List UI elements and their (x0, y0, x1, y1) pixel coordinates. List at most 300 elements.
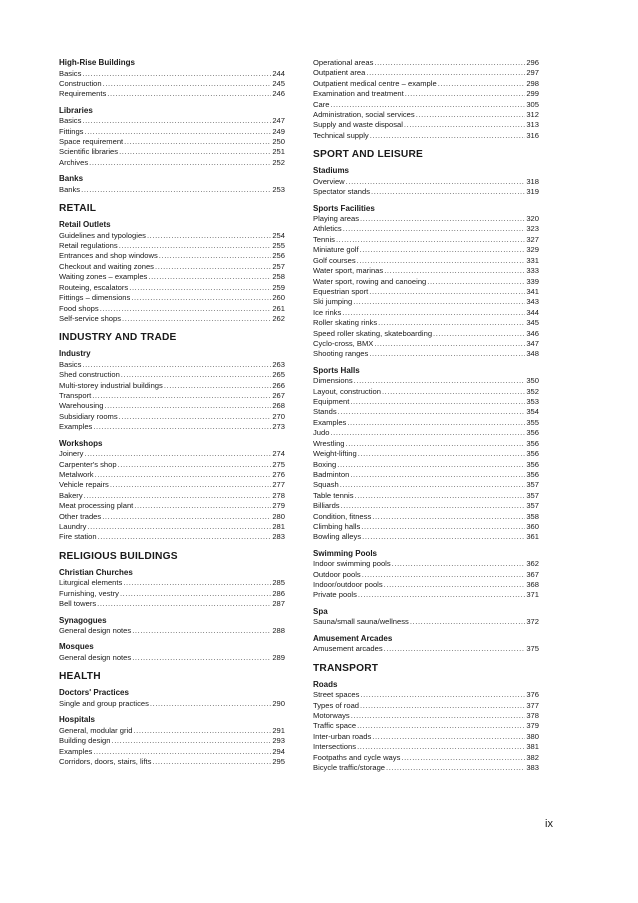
toc-entry[interactable] (59, 158, 285, 168)
toc-entry-page: 313 (526, 120, 539, 130)
toc-entry[interactable] (313, 644, 539, 654)
toc-entry[interactable] (59, 747, 285, 757)
dot-leader (102, 512, 271, 522)
toc-entry-page: 377 (526, 700, 539, 710)
dot-leader (392, 559, 526, 569)
toc-entry[interactable] (313, 235, 539, 245)
toc-entry[interactable] (59, 89, 285, 99)
toc-entry[interactable] (59, 578, 285, 588)
toc-entry[interactable] (313, 110, 539, 120)
toc-entry[interactable] (313, 501, 539, 511)
dot-leader (84, 449, 271, 459)
toc-entry-label: Fire station (59, 532, 97, 542)
toc-entry[interactable] (313, 224, 539, 234)
dot-leader (358, 449, 526, 459)
toc-entry[interactable] (59, 757, 285, 767)
toc-entry-page: 372 (526, 617, 539, 627)
toc-entry[interactable] (59, 262, 285, 272)
dot-leader (386, 763, 525, 773)
toc-entry-label: Single and group practices (59, 698, 149, 708)
dot-leader (164, 381, 272, 391)
toc-entry-label: Checkout and waiting zones (59, 261, 154, 271)
toc-entry-page: 378 (526, 711, 539, 720)
toc-entry-label: Outpatient medical centre – example (313, 78, 437, 88)
toc-entry-page: 298 (526, 78, 539, 88)
toc-entry[interactable] (313, 397, 539, 407)
dot-leader (97, 599, 271, 609)
toc-entry-page: 244 (272, 68, 285, 78)
toc-entry[interactable] (59, 185, 285, 195)
dot-leader (438, 79, 526, 89)
toc-entry[interactable] (59, 491, 285, 501)
toc-entry[interactable] (313, 256, 539, 266)
dot-leader (92, 391, 271, 401)
toc-entry-label: Other trades (59, 511, 102, 521)
toc-entry-page: 327 (526, 234, 539, 244)
toc-entry[interactable] (59, 532, 285, 542)
toc-entry-page: 357 (526, 490, 539, 500)
toc-entry[interactable] (59, 422, 285, 432)
toc-entry-label: Bowling alleys (313, 532, 362, 542)
dot-leader (351, 711, 526, 721)
toc-entry[interactable] (59, 412, 285, 422)
toc-entry[interactable] (313, 532, 539, 542)
dot-leader (374, 339, 525, 349)
toc-entry[interactable] (59, 449, 285, 459)
toc-entry[interactable] (313, 318, 539, 328)
toc-entry[interactable] (313, 732, 539, 742)
toc-entry[interactable] (313, 329, 539, 339)
toc-entry-page: 329 (526, 245, 539, 255)
toc-entry-label: Requirements (59, 89, 107, 99)
toc-group-mosques (59, 642, 285, 663)
dot-leader (84, 127, 271, 137)
toc-entry[interactable] (313, 187, 539, 197)
toc-entry[interactable] (59, 381, 285, 391)
dot-leader (362, 570, 526, 580)
toc-entry[interactable] (313, 470, 539, 480)
toc-entry-label: Miniature golf (313, 245, 359, 255)
toc-entry[interactable] (59, 470, 285, 480)
toc-entry[interactable] (313, 308, 539, 318)
toc-entry[interactable] (59, 231, 285, 241)
dot-leader (343, 224, 526, 234)
toc-entry-page: 252 (272, 157, 285, 167)
toc-entry-label: Water sport, rowing and canoeing (313, 276, 427, 286)
dot-leader (350, 397, 525, 407)
dot-leader (372, 732, 525, 742)
toc-entry[interactable] (313, 131, 539, 141)
toc-entry-page: 277 (272, 480, 285, 490)
dot-leader (103, 79, 272, 89)
toc-entry-page: 245 (272, 78, 285, 88)
toc-entry-label: Table tennis (313, 490, 354, 500)
toc-entry-page: 354 (526, 407, 539, 417)
group-heading: Sports Facilities (313, 203, 375, 213)
dot-leader (347, 418, 525, 428)
toc-entry[interactable] (59, 599, 285, 609)
toc-entry[interactable] (313, 376, 539, 386)
toc-group (313, 58, 539, 141)
toc-entry-label: Ice rinks (313, 307, 342, 317)
toc-entry[interactable] (59, 626, 285, 636)
dot-leader (354, 376, 526, 386)
group-heading: Swimming Pools (313, 548, 378, 558)
toc-entry[interactable] (59, 726, 285, 736)
toc-group-retail-outlets (59, 220, 285, 324)
toc-group-spa (313, 607, 539, 628)
section-heading-transport: TRANSPORT (313, 662, 379, 674)
toc-entry-page: 293 (272, 736, 285, 746)
toc-entry[interactable] (313, 245, 539, 255)
dot-leader (131, 293, 271, 303)
dot-leader (93, 747, 271, 757)
toc-group-roads (313, 680, 539, 774)
toc-entry[interactable] (313, 590, 539, 600)
dot-leader (112, 736, 272, 746)
toc-entry[interactable] (59, 699, 285, 709)
toc-entry[interactable] (313, 570, 539, 580)
toc-entry[interactable] (313, 339, 539, 349)
group-heading: Industry (59, 349, 91, 359)
toc-entry[interactable] (313, 120, 539, 130)
toc-entry[interactable] (313, 407, 539, 417)
toc-entry[interactable] (313, 439, 539, 449)
toc-entry[interactable] (59, 147, 285, 157)
toc-entry-page: 368 (526, 580, 539, 590)
toc-entry-page: 251 (272, 147, 285, 157)
dot-leader (337, 460, 525, 470)
toc-entry-label: Meat processing plant (59, 501, 134, 511)
group-heading: Mosques (59, 642, 94, 652)
group-heading: Workshops (59, 438, 103, 448)
dot-leader (338, 407, 526, 417)
toc-entry[interactable] (59, 293, 285, 303)
toc-entry-page: 320 (526, 214, 539, 224)
toc-entry[interactable] (313, 449, 539, 459)
toc-entry-label: Basics (59, 359, 82, 369)
toc-entry-label: Waiting zones – examples (59, 272, 148, 282)
toc-entry-label: Carpenter's shop (59, 459, 117, 469)
dot-leader (330, 100, 525, 110)
dot-leader (410, 617, 526, 627)
toc-entry-label: Sauna/small sauna/wellness (313, 617, 409, 627)
dot-leader (152, 757, 271, 767)
toc-entry[interactable] (313, 266, 539, 276)
group-heading: Synagogues (59, 615, 107, 625)
toc-entry[interactable] (59, 137, 285, 147)
toc-entry-page: 379 (526, 721, 539, 731)
toc-entry[interactable] (313, 753, 539, 763)
dot-leader (81, 185, 271, 195)
toc-entry-page: 258 (272, 272, 285, 282)
toc-entry[interactable] (59, 241, 285, 251)
dot-leader (384, 580, 526, 590)
toc-entry[interactable] (59, 272, 285, 282)
toc-entry-label: Shed construction (59, 370, 120, 380)
toc-entry-label: Outpatient area (313, 68, 366, 78)
toc-group-banks (59, 174, 285, 195)
toc-group-hospitals (59, 715, 285, 767)
toc-group-sports-halls (313, 366, 539, 543)
toc-entry-page: 254 (272, 230, 285, 240)
toc-entry-page: 357 (526, 501, 539, 511)
toc-entry-label: Guidelines and typologies (59, 230, 146, 240)
toc-entry-page: 262 (272, 313, 285, 323)
toc-group-industry (59, 349, 285, 432)
toc-entry-page: 318 (526, 176, 539, 186)
toc-entry-page: 367 (526, 569, 539, 579)
toc-entry[interactable] (59, 460, 285, 470)
toc-entry[interactable] (313, 277, 539, 287)
toc-entry-page: 299 (526, 89, 539, 99)
toc-entry-page: 362 (526, 559, 539, 569)
toc-entry[interactable] (313, 100, 539, 110)
dot-leader (382, 387, 525, 397)
toc-column-left (59, 58, 285, 773)
toc-entry-label: Retail regulations (59, 241, 118, 251)
dot-leader (118, 460, 272, 470)
toc-entry[interactable] (59, 401, 285, 411)
toc-entry-page: 353 (526, 397, 539, 407)
toc-entry-page: 297 (526, 68, 539, 78)
toc-entry[interactable] (59, 370, 285, 380)
toc-entry-label: Squash (313, 480, 339, 490)
toc-entry[interactable] (313, 617, 539, 627)
toc-entry-label: Basics (59, 68, 82, 78)
toc-entry-label: Golf courses (313, 255, 356, 265)
toc-entry[interactable] (59, 589, 285, 599)
toc-entry[interactable] (313, 711, 539, 721)
toc-entry[interactable] (59, 79, 285, 89)
toc-entry[interactable] (313, 68, 539, 78)
dot-leader (371, 187, 525, 197)
toc-entry[interactable] (59, 522, 285, 532)
dot-leader (361, 522, 525, 532)
dot-leader (401, 753, 525, 763)
toc-entry-page: 380 (526, 731, 539, 741)
toc-entry[interactable] (313, 580, 539, 590)
toc-entry[interactable] (313, 742, 539, 752)
section-heading-industry-and-trade: INDUSTRY AND TRADE (59, 332, 177, 344)
toc-entry-label: Amusement arcades (313, 644, 383, 654)
dot-leader (129, 283, 271, 293)
toc-entry-label: General design notes (59, 626, 132, 636)
toc-entry-page: 260 (272, 293, 285, 303)
dot-leader (355, 491, 526, 501)
section-heading-retail: RETAIL (59, 203, 97, 215)
toc-entry-page: 358 (526, 511, 539, 521)
toc-entry-page: 312 (526, 110, 539, 120)
toc-entry[interactable] (59, 314, 285, 324)
dot-leader (341, 501, 526, 511)
toc-entry[interactable] (313, 460, 539, 470)
toc-entry[interactable] (59, 116, 285, 126)
toc-entry-page: 352 (526, 386, 539, 396)
toc-entry-label: Fittings (59, 126, 84, 136)
dot-leader (84, 491, 272, 501)
toc-entry-page: 257 (272, 261, 285, 271)
toc-entry[interactable] (59, 251, 285, 261)
toc-entry-page: 319 (526, 187, 539, 197)
dot-leader (133, 726, 271, 736)
toc-entry[interactable] (59, 127, 285, 137)
toc-entry[interactable] (313, 79, 539, 89)
dot-leader (427, 277, 525, 287)
toc-entry-label: Liturgical elements (59, 578, 123, 588)
dot-leader (357, 721, 525, 731)
toc-entry-page: 371 (526, 590, 539, 600)
toc-entry-page: 294 (272, 746, 285, 756)
dot-leader (384, 644, 526, 654)
toc-entry-page: 276 (272, 469, 285, 479)
toc-entry[interactable] (313, 89, 539, 99)
toc-entry[interactable] (313, 214, 539, 224)
toc-entry[interactable] (313, 418, 539, 428)
toc-entry[interactable] (313, 349, 539, 359)
dot-leader (360, 214, 525, 224)
toc-entry[interactable] (59, 480, 285, 490)
toc-entry-label: Playing areas (313, 214, 360, 224)
dot-leader (98, 532, 272, 542)
toc-entry-label: Examination and treatment (313, 89, 404, 99)
dot-leader (369, 287, 525, 297)
toc-entry[interactable] (313, 287, 539, 297)
toc-entry[interactable] (313, 58, 539, 68)
toc-entry[interactable] (313, 721, 539, 731)
toc-entry-label: Corridors, doors, stairs, lifts (59, 756, 152, 766)
toc-entry-label: Overview (313, 176, 345, 186)
toc-entry-label: Entrances and shop windows (59, 251, 158, 261)
dot-leader (360, 245, 526, 255)
toc-entry-label: Self-service shops (59, 313, 122, 323)
toc-entry-label: Warehousing (59, 401, 104, 411)
toc-group-libraries (59, 106, 285, 169)
toc-entry-label: Footpaths and cycle ways (313, 752, 401, 762)
toc-entry[interactable] (59, 512, 285, 522)
toc-entry-label: Equipment (313, 397, 350, 407)
toc-entry-page: 360 (526, 521, 539, 531)
toc-entry-label: Athletics (313, 224, 342, 234)
dot-leader (95, 470, 272, 480)
toc-entry-page: 270 (272, 411, 285, 421)
toc-entry-page: 323 (526, 224, 539, 234)
toc-entry-label: Banks (59, 184, 81, 194)
toc-group-high-rise-buildings (59, 58, 285, 100)
toc-entry-label: Fittings – dimensions (59, 293, 131, 303)
toc-entry-page: 381 (526, 742, 539, 752)
toc-entry-label: Street spaces (313, 690, 360, 700)
toc-entry-page: 344 (526, 307, 539, 317)
toc-entry-page: 261 (272, 303, 285, 313)
toc-entry-page: 287 (272, 599, 285, 609)
toc-entry[interactable] (313, 559, 539, 569)
toc-entry[interactable] (313, 512, 539, 522)
toc-entry[interactable] (59, 736, 285, 746)
toc-entry[interactable] (313, 387, 539, 397)
group-heading: Sports Halls (313, 365, 360, 375)
toc-entry-page: 305 (526, 99, 539, 109)
toc-entry-label: Basics (59, 116, 82, 126)
toc-entry-page: 347 (526, 338, 539, 348)
toc-entry-label: Subsidiary rooms (59, 411, 118, 421)
dot-leader (93, 422, 271, 432)
toc-entry-page: 259 (272, 282, 285, 292)
toc-entry-page: 356 (526, 469, 539, 479)
toc-entry[interactable] (59, 69, 285, 79)
toc-entry-label: Transport (59, 391, 92, 401)
toc-entry-label: Water sport, marinas (313, 266, 384, 276)
toc-entry-page: 356 (526, 438, 539, 448)
toc-entry-page: 286 (272, 588, 285, 598)
toc-entry-label: Building design (59, 736, 111, 746)
dot-leader (346, 439, 526, 449)
dot-leader (404, 120, 525, 130)
toc-entry-label: Dimensions (313, 376, 353, 386)
toc-entry-label: Administration, social services (313, 110, 415, 120)
toc-entry[interactable] (313, 522, 539, 532)
dot-leader (362, 532, 525, 542)
toc-entry-label: Examples (59, 746, 93, 756)
toc-entry-page: 339 (526, 276, 539, 286)
toc-entry[interactable] (313, 763, 539, 773)
toc-entry[interactable] (313, 177, 539, 187)
toc-entry-page: 343 (526, 297, 539, 307)
dot-leader (104, 401, 271, 411)
toc-entry-label: Multi-storey industrial buildings (59, 380, 163, 390)
toc-entry[interactable] (59, 360, 285, 370)
toc-entry[interactable] (313, 480, 539, 490)
toc-entry-page: 289 (272, 652, 285, 662)
toc-entry-page: 356 (526, 459, 539, 469)
dot-leader (150, 699, 271, 709)
toc-entry-page: 256 (272, 251, 285, 261)
toc-entry-label: Supply and waste disposal (313, 120, 403, 130)
toc-entry[interactable] (59, 501, 285, 511)
toc-entry[interactable] (59, 391, 285, 401)
toc-entry-page: 246 (272, 89, 285, 99)
toc-entry-label: Inter-urban roads (313, 731, 372, 741)
toc-entry-label: Judo (313, 428, 330, 438)
toc-entry-page: 356 (526, 428, 539, 438)
dot-leader (370, 131, 526, 141)
toc-entry[interactable] (59, 653, 285, 663)
toc-entry-page: 355 (526, 417, 539, 427)
dot-leader (122, 314, 271, 324)
toc-entry-label: Bakery (59, 490, 83, 500)
toc-entry[interactable] (313, 491, 539, 501)
dot-leader (159, 251, 272, 261)
toc-entry[interactable] (313, 701, 539, 711)
toc-entry-page: 375 (526, 644, 539, 654)
toc-entry-label: Condition, fitness (313, 511, 372, 521)
toc-entry[interactable] (313, 690, 539, 700)
toc-entry-label: Shooting ranges (313, 349, 369, 359)
group-heading: High-Rise Buildings (59, 58, 135, 67)
toc-entry[interactable] (313, 428, 539, 438)
toc-entry-label: Boxing (313, 459, 337, 469)
toc-entry-label: Cyclo-cross, BMX (313, 338, 374, 348)
toc-entry[interactable] (313, 297, 539, 307)
toc-entry-page: 376 (526, 690, 539, 700)
toc-entry[interactable] (59, 283, 285, 293)
dot-leader (366, 68, 525, 78)
toc-entry-label: Ski jumping (313, 297, 353, 307)
toc-entry[interactable] (59, 304, 285, 314)
dot-leader (336, 235, 525, 245)
toc-entry-label: Roller skating rinks (313, 318, 378, 328)
toc-entry-label: Routeing, escalators (59, 282, 129, 292)
